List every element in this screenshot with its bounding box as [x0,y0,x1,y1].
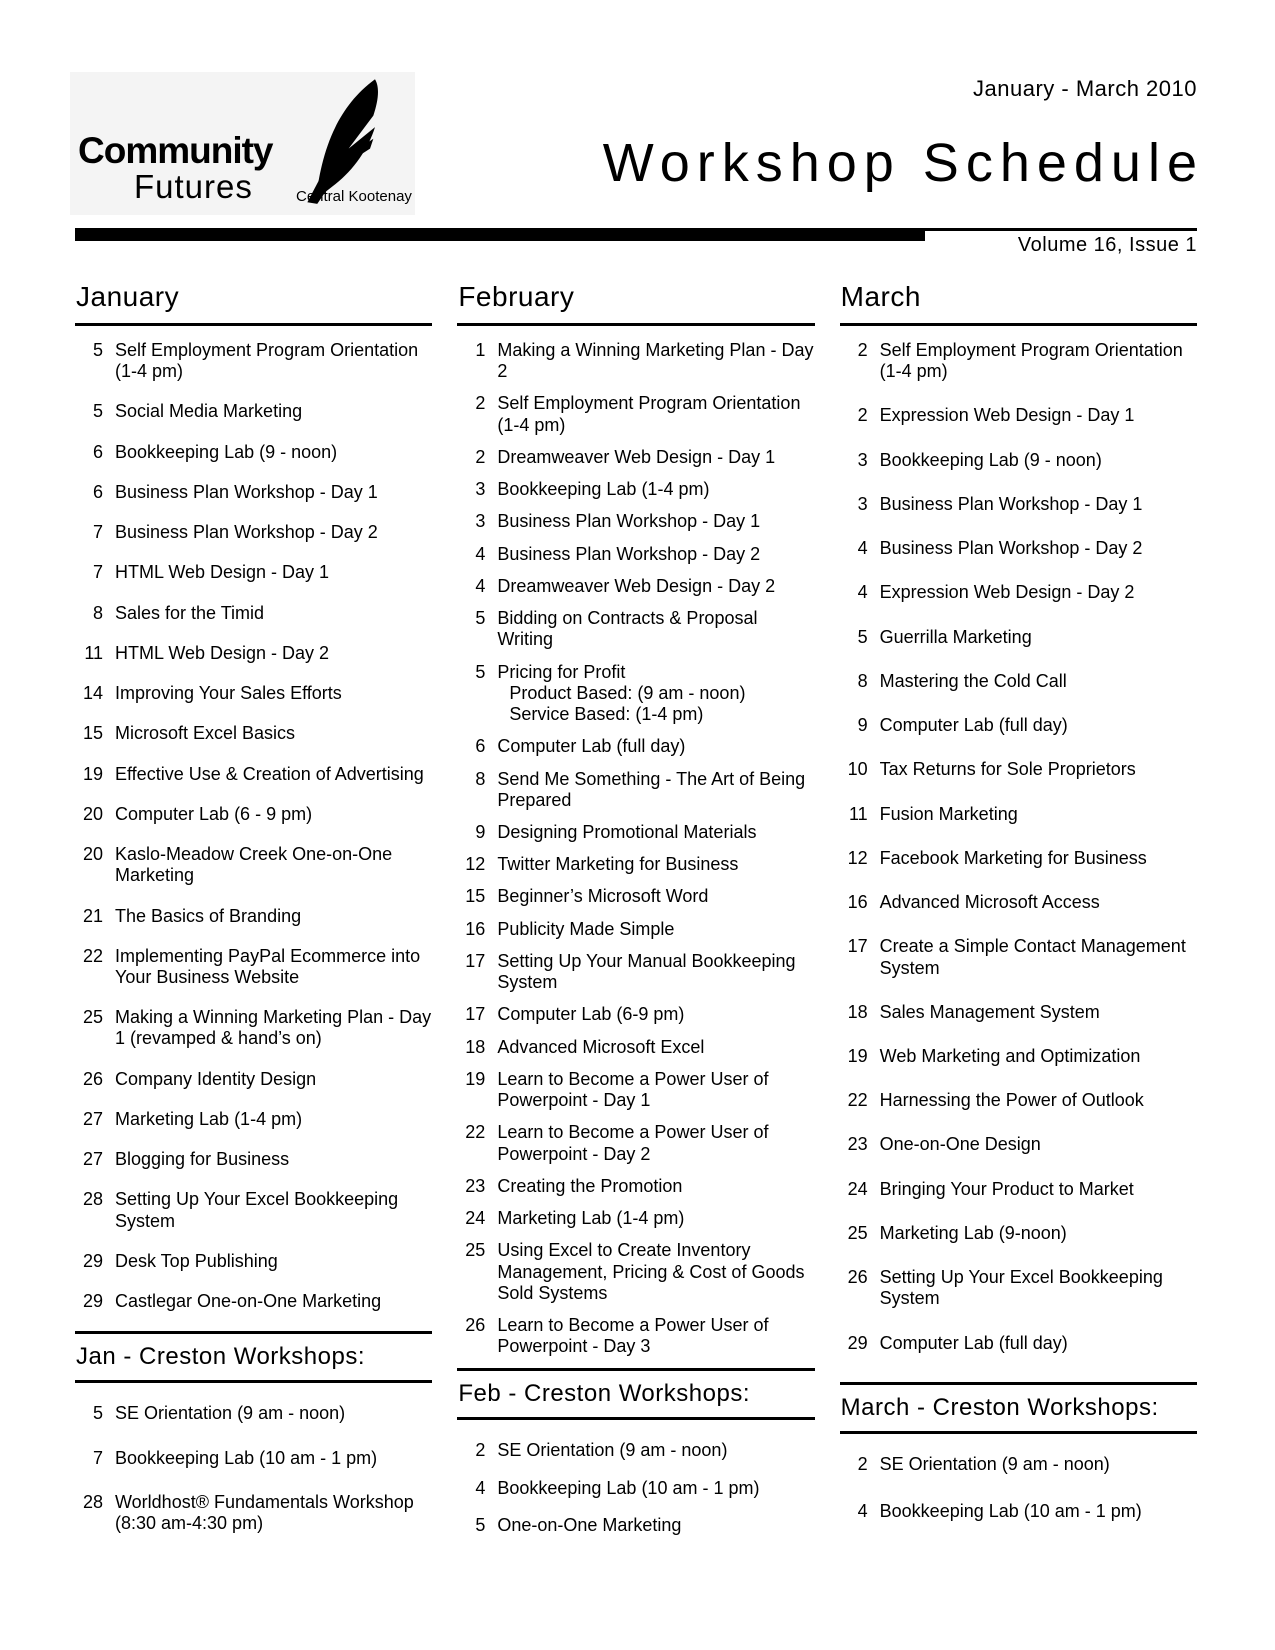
creston-section [840,1382,1197,1522]
workshop-day: 8 [475,768,486,789]
workshop-title: Learn to Become a Power User of Powerpoint - Day 2 [497,1122,769,1164]
workshop-title: Business Plan Workshop - Day 2 [879,538,1143,559]
workshop-item [840,1179,1197,1200]
workshop-title: Create a Simple Contact Management System [879,936,1186,978]
workshop-title: Facebook Marketing for Business [879,847,1147,868]
month-heading-january: January [75,281,432,326]
workshop-day: 5 [475,608,486,629]
workshop-day: 4 [475,575,486,596]
month-column-march [840,281,1197,1557]
workshop-item [75,723,432,744]
workshop-day: 6 [92,481,103,502]
workshop-item [75,603,432,624]
workshop-title: Computer Lab (full day) [879,1332,1068,1353]
workshop-item [840,340,1197,382]
workshop-title: One-on-One Marketing [497,1514,682,1535]
workshop-day: 19 [465,1068,486,1089]
workshop-item [840,804,1197,825]
workshop-item [75,764,432,785]
month-columns [75,281,1197,1557]
workshop-day: 20 [82,803,103,824]
workshop-title: Using Excel to Create Inventory Management, Pricing & Cost of Goods Sold Systems [497,1240,805,1303]
workshop-item [457,608,814,650]
workshop-title: Self Employment Program Orientation (1-4 pm) [879,340,1183,382]
workshop-item [840,1134,1197,1155]
workshop-item [75,1007,432,1049]
workshop-item [840,538,1197,559]
workshop-item [840,1501,1197,1522]
workshop-item [840,1002,1197,1023]
workshop-title: Effective Use & Creation of Advertising [115,763,424,784]
workshop-title: Setting Up Your Manual Bookkeeping System [497,950,796,993]
workshop-day: 2 [857,340,868,360]
workshop-day: 18 [465,1036,486,1057]
workshop-day: 5 [92,340,103,360]
workshop-item [840,1333,1197,1354]
workshop-title: Improving Your Sales Efforts [115,683,342,704]
page-title: Workshop Schedule [602,133,1204,193]
workshop-title: Worldhost® Fundamentals Workshop (8:30 am-4:30 pm) [115,1491,414,1534]
community-futures-logo [70,72,415,215]
workshop-title: Business Plan Workshop - Day 1 [115,481,378,502]
month-column-january [75,281,432,1557]
header-rule-row [75,228,1197,257]
workshop-day: 5 [92,1403,103,1424]
workshop-title: Bookkeeping Lab (1-4 pm) [497,479,710,500]
month-heading-march: March [840,281,1197,326]
workshop-day: 29 [847,1332,868,1353]
workshop-day: 4 [475,1477,486,1498]
logo-text-futures: Futures [134,168,253,205]
workshop-day: 16 [847,892,868,913]
workshop-item [75,482,432,503]
workshop-title: Desk Top Publishing [115,1250,278,1271]
workshop-item [75,562,432,583]
workshop-title: Marketing Lab (1-4 pm) [115,1108,303,1129]
workshop-item [457,854,814,875]
workshop-item [75,1492,432,1534]
creston-heading-february: Feb - Creston Workshops: [457,1371,814,1420]
workshop-title: Pricing for Profit Product Based: (9 am - noon) Service Based: (1-4 pm) [497,662,814,726]
workshop-title: Blogging for Business [115,1149,290,1170]
workshop-day: 11 [848,803,868,824]
workshop-item [457,1069,814,1111]
workshop-day: 21 [82,905,103,926]
workshop-day: 26 [82,1068,103,1089]
creston-section [75,1331,432,1534]
workshop-day: 9 [857,715,868,736]
logo-text-region: Central Kootenay [296,188,412,205]
workshop-day: 20 [82,844,103,865]
workshop-item [457,662,814,726]
workshop-day: 2 [857,405,868,426]
workshop-title: Computer Lab (6 - 9 pm) [115,803,313,824]
workshop-item [75,946,432,988]
creston-section [457,1368,814,1536]
workshop-list [457,340,814,1357]
workshop-item [840,848,1197,869]
workshop-day: 22 [847,1090,868,1111]
workshop-item [75,442,432,463]
month-column-february [457,281,814,1557]
workshop-title: Bookkeeping Lab (10 am - 1 pm) [115,1447,378,1468]
workshop-item [75,1149,432,1170]
workshop-title: Marketing Lab (1-4 pm) [497,1208,685,1229]
workshop-item [457,769,814,811]
workshop-title: Guerrilla Marketing [879,626,1032,647]
workshop-title: Expression Web Design - Day 1 [879,405,1135,426]
workshop-day: 4 [857,582,868,603]
workshop-title: Computer Lab (full day) [879,715,1068,736]
workshop-day: 17 [465,1004,486,1025]
workshop-item [840,494,1197,515]
workshop-day: 26 [465,1314,486,1335]
header-divider-bar [75,228,925,241]
workshop-title: Learn to Become a Power User of Powerpoint - Day 1 [497,1068,769,1111]
workshop-item [840,627,1197,648]
workshop-title: Beginner’s Microsoft Word [497,886,709,907]
workshop-title: Implementing PayPal Ecommerce into Your Business Website [115,945,421,987]
workshop-subline: Service Based: (1-4 pm) [509,704,704,725]
workshop-item [840,450,1197,471]
workshop-title: Business Plan Workshop - Day 1 [879,493,1143,514]
workshop-item [75,401,432,422]
creston-workshop-list [457,1440,814,1536]
workshop-title: Tax Returns for Sole Proprietors [879,759,1136,780]
workshop-item [457,736,814,757]
workshop-day: 16 [465,918,486,939]
workshop-day: 19 [82,763,103,784]
workshop-title: Computer Lab (6-9 pm) [497,1004,685,1025]
workshop-item [457,1004,814,1025]
workshop-day: 23 [465,1175,486,1196]
workshop-day: 24 [465,1208,486,1229]
workshop-title: Company Identity Design [115,1068,317,1089]
creston-heading-march: March - Creston Workshops: [840,1385,1197,1434]
workshop-day: 7 [92,1447,103,1468]
workshop-item [75,1448,432,1469]
workshop-item [457,447,814,468]
workshop-item [457,393,814,435]
workshop-day: 23 [847,1134,868,1155]
workshop-title: Bookkeeping Lab (10 am - 1 pm) [879,1501,1142,1522]
workshop-day: 8 [92,602,103,623]
workshop-day: 11 [84,642,103,663]
workshop-day: 27 [82,1108,103,1129]
workshop-day: 22 [82,945,103,966]
workshop-title: Sales for the Timid [115,602,265,623]
workshop-day: 9 [475,821,486,842]
workshop-day: 22 [465,1122,486,1143]
workshop-day: 3 [857,449,868,470]
workshop-list [840,340,1197,1354]
workshop-title: Twitter Marketing for Business [497,854,739,875]
workshop-title: Expression Web Design - Day 2 [879,582,1135,603]
workshop-day: 4 [857,1501,868,1522]
workshop-title: Castlegar One-on-One Marketing [115,1291,382,1312]
workshop-day: 28 [82,1189,103,1210]
issue-date-range: January - March 2010 [973,76,1197,101]
workshop-day: 12 [847,847,868,868]
workshop-item [840,1090,1197,1111]
workshop-title: Social Media Marketing [115,401,303,422]
creston-workshop-list [75,1403,432,1534]
logo-text-community: Community [78,130,273,171]
workshop-title: Bookkeeping Lab (10 am - 1 pm) [497,1477,760,1498]
workshop-title: Send Me Something - The Art of Being Prepared [497,768,806,810]
workshop-list [75,340,432,1312]
workshop-day: 12 [465,854,486,875]
workshop-item [840,405,1197,426]
workshop-title: SE Orientation (9 am - noon) [497,1440,728,1461]
workshop-title: Harnessing the Power of Outlook [879,1090,1144,1111]
workshop-item [457,340,814,382]
volume-issue: Volume 16, Issue 1 [925,228,1197,257]
workshop-item [457,1208,814,1229]
workshop-item [457,1122,814,1164]
workshop-title: Advanced Microsoft Excel [497,1036,705,1057]
workshop-day: 2 [857,1453,868,1474]
workshop-item [75,522,432,543]
workshop-day: 5 [475,1514,486,1535]
workshop-item [75,1189,432,1231]
workshop-item [840,1454,1197,1475]
workshop-item [840,715,1197,736]
workshop-title: Making a Winning Marketing Plan - Day 1 (revamped & hand’s on) [115,1007,432,1049]
workshop-item [457,919,814,940]
workshop-item [457,1176,814,1197]
workshop-title: Creating the Promotion [497,1175,683,1196]
workshop-title: Advanced Microsoft Access [879,892,1100,913]
workshop-item [840,1046,1197,1067]
workshop-item [457,1440,814,1461]
workshop-day: 5 [857,626,868,647]
workshop-day: 5 [475,661,486,682]
workshop-title: Self Employment Program Orientation (1-4 pm) [497,393,801,435]
workshop-day: 15 [82,723,103,744]
workshop-day: 4 [857,538,868,559]
workshop-day: 25 [847,1222,868,1243]
workshop-day: 18 [847,1001,868,1022]
workshop-item [840,892,1197,913]
workshop-title: SE Orientation (9 am - noon) [879,1453,1110,1474]
workshop-day: 2 [475,1440,486,1461]
workshop-title: HTML Web Design - Day 2 [115,642,330,663]
workshop-day: 3 [857,493,868,514]
workshop-item [840,759,1197,780]
workshop-item [75,844,432,886]
workshop-item [75,1251,432,1272]
workshop-day: 15 [465,886,486,907]
workshop-day: 1 [475,340,486,360]
workshop-item [457,951,814,993]
workshop-day: 6 [475,736,486,757]
workshop-title: Business Plan Workshop - Day 2 [115,522,378,543]
workshop-title: Business Plan Workshop - Day 1 [497,511,761,532]
workshop-day: 17 [847,936,868,957]
workshop-title: Learn to Become a Power User of Powerpoint - Day 3 [497,1314,769,1357]
workshop-title: SE Orientation (9 am - noon) [115,1403,346,1424]
workshop-title: Computer Lab (full day) [497,736,686,757]
workshop-item [840,936,1197,978]
workshop-item [75,683,432,704]
workshop-day: 6 [92,441,103,462]
workshop-item [457,576,814,597]
workshop-day: 14 [82,683,103,704]
workshop-day: 25 [465,1240,486,1261]
workshop-item [457,1315,814,1357]
workshop-title: Bidding on Contracts & Proposal Writing [497,608,758,650]
workshop-item [457,1240,814,1304]
month-heading-february: February [457,281,814,326]
workshop-item [457,822,814,843]
workshop-item [840,1223,1197,1244]
workshop-title: Dreamweaver Web Design - Day 2 [497,575,776,596]
workshop-item [75,906,432,927]
workshop-item [840,582,1197,603]
workshop-title: Bookkeeping Lab (9 - noon) [879,449,1102,470]
workshop-day: 27 [82,1149,103,1170]
workshop-item [457,479,814,500]
workshop-day: 25 [82,1007,103,1028]
workshop-item [75,1403,432,1424]
workshop-title: Kaslo-Meadow Creek One-on-One Marketing [115,844,393,886]
workshop-item [75,1291,432,1312]
workshop-title: Marketing Lab (9-noon) [879,1222,1067,1243]
creston-workshop-list [840,1454,1197,1522]
workshop-day: 26 [847,1267,868,1288]
workshop-item [457,1515,814,1536]
workshop-day: 24 [847,1178,868,1199]
workshop-day: 7 [92,562,103,583]
workshop-title: Setting Up Your Excel Bookkeeping System [115,1189,399,1231]
workshop-day: 10 [847,759,868,780]
workshop-item [457,544,814,565]
workshop-item [75,804,432,825]
workshop-item [75,643,432,664]
workshop-subline: Product Based: (9 am - noon) [509,682,746,703]
workshop-title: Making a Winning Marketing Plan - Day 2 [497,340,814,382]
workshop-day: 19 [847,1045,868,1066]
workshop-item [457,1478,814,1499]
workshop-title: Sales Management System [879,1001,1100,1022]
workshop-day: 2 [475,446,486,467]
workshop-day: 29 [82,1291,103,1312]
workshop-day: 29 [82,1250,103,1271]
workshop-title: Dreamweaver Web Design - Day 1 [497,446,776,467]
workshop-title: Designing Promotional Materials [497,821,757,842]
creston-heading-january: Jan - Creston Workshops: [75,1334,432,1383]
workshop-item [840,671,1197,692]
workshop-day: 17 [465,950,486,971]
workshop-item [840,1267,1197,1309]
workshop-day: 4 [475,543,486,564]
workshop-day: 8 [857,670,868,691]
workshop-item [75,340,432,382]
workshop-day: 5 [92,401,103,422]
workshop-day: 3 [475,511,486,532]
workshop-title: Mastering the Cold Call [879,670,1067,691]
workshop-title: HTML Web Design - Day 1 [115,562,330,583]
workshop-title: Self Employment Program Orientation (1-4 pm) [115,340,419,382]
workshop-title: Publicity Made Simple [497,918,675,939]
workshop-title: Bringing Your Product to Market [879,1178,1134,1199]
workshop-item [457,886,814,907]
workshop-title: Web Marketing and Optimization [879,1045,1141,1066]
workshop-title: Setting Up Your Excel Bookkeeping System [879,1267,1163,1309]
workshop-title: The Basics of Branding [115,905,302,926]
workshop-item [75,1109,432,1130]
workshop-item [457,511,814,532]
workshop-day: 2 [475,393,486,414]
workshop-title: Fusion Marketing [879,803,1018,824]
workshop-day: 28 [82,1491,103,1512]
workshop-day: 3 [475,479,486,500]
workshop-item [75,1069,432,1090]
workshop-title: Microsoft Excel Basics [115,723,296,744]
workshop-title: Business Plan Workshop - Day 2 [497,543,761,564]
workshop-title: One-on-One Design [879,1134,1041,1155]
workshop-day: 7 [92,522,103,543]
workshop-item [457,1037,814,1058]
workshop-title: Bookkeeping Lab (9 - noon) [115,441,338,462]
